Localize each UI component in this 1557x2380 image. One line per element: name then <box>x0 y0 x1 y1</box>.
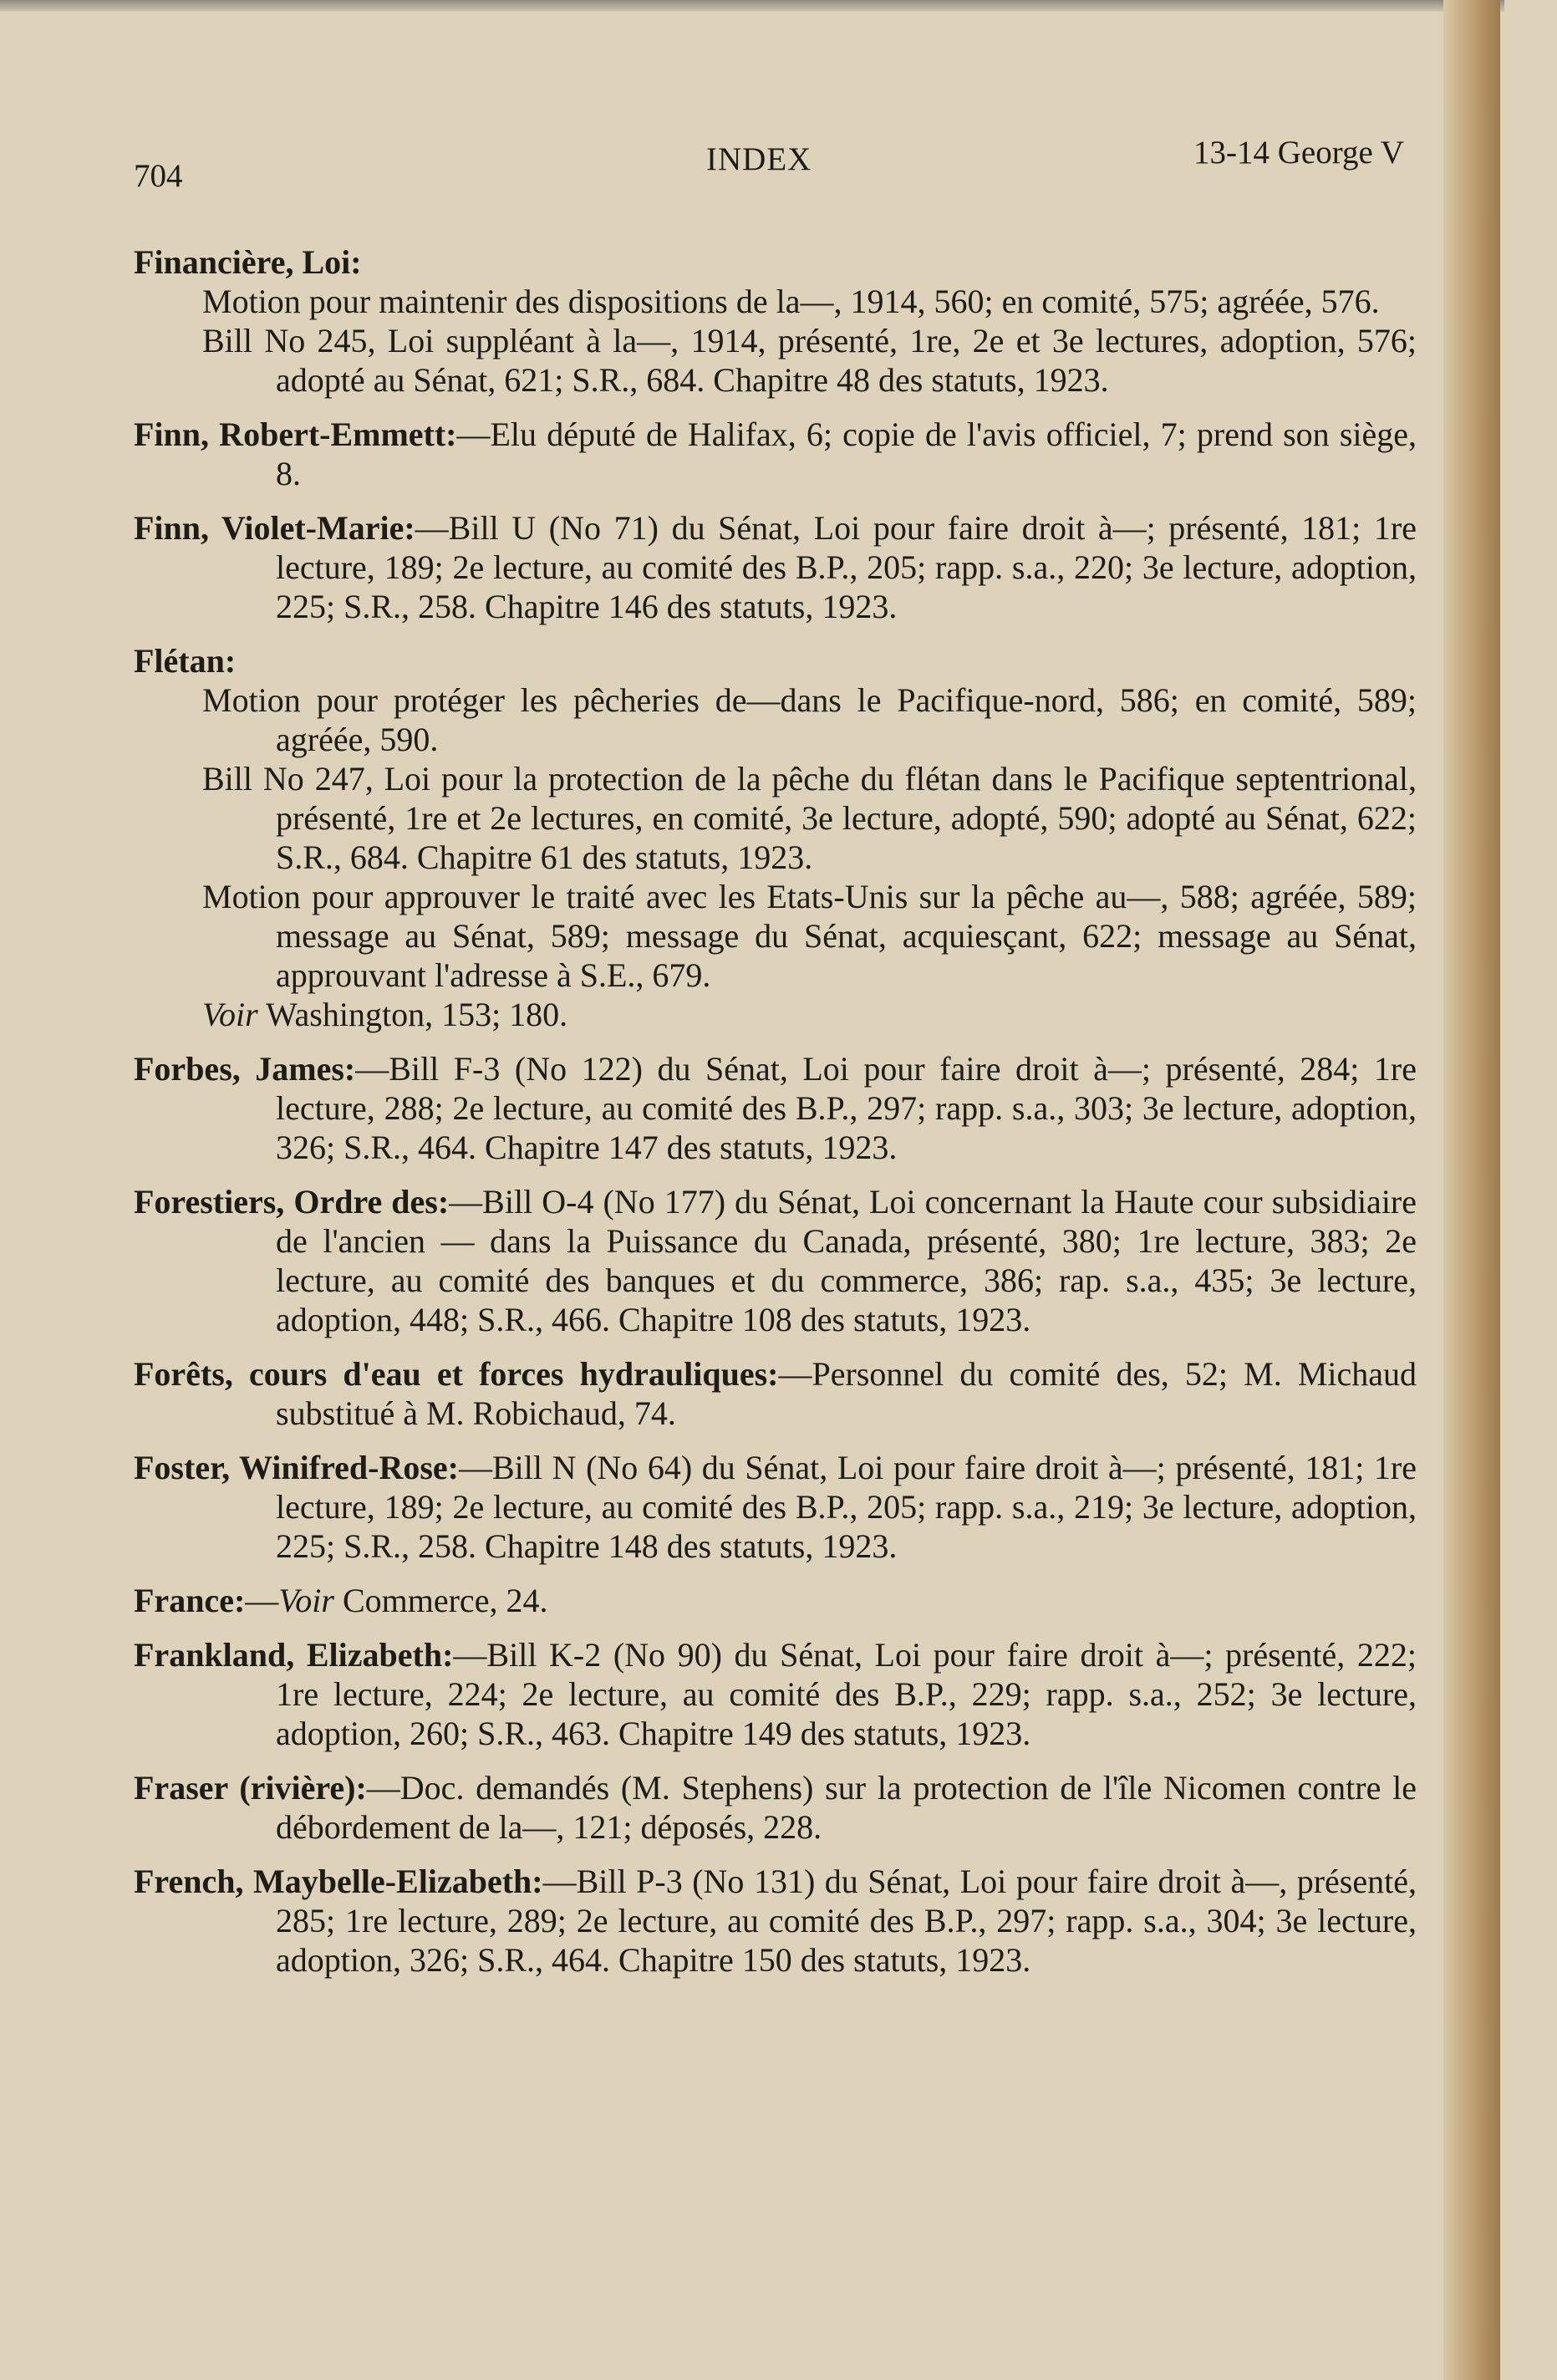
index-entry-fletan <box>134 641 1417 1034</box>
entry-heading: France: <box>134 1582 246 1619</box>
entry-subentry: Motion pour maintenir des dispositions de la—, 1914, 560; en comité, 575; agréée, 576. <box>202 283 1380 320</box>
index-entry-frankland <box>134 1635 1417 1753</box>
entry-text: —Bill O-4 (No 177) du Sénat, Loi concernant la Haute cour subsidiaire de l'ancien — dans la Puissance du Canada, présenté, 380; 1re lecture, 383; 2e lecture, au comité des banques et du commerce, 386; rap. s.a., 435; 3e lecture, adoption, 448; S.R., 466. Chapitre 108 des statuts, 1923. <box>276 1183 1417 1338</box>
entry-subentry: Motion pour protéger les pêcheries de—dans le Pacifique-nord, 586; en comité, 589; agréée, 590. <box>202 681 1417 758</box>
entry-heading: Fraser (rivière): <box>134 1769 367 1807</box>
entry-heading: Foster, Winifred-Rose: <box>134 1449 459 1486</box>
index-entry-finn-violet <box>134 508 1417 626</box>
voir-label: Voir <box>278 1582 334 1619</box>
index-entry-finn-robert <box>134 415 1417 493</box>
index-entry-foster <box>134 1448 1417 1566</box>
index-entry-financiere <box>134 242 1417 400</box>
entry-text: —Bill F-3 (No 122) du Sénat, Loi pour faire droit à—; présenté, 284; 1re lecture, 288; 2e lecture, au comité des B.P., 297; rapp. s.a., 303; 3e lecture, adoption, 326; S.R., 464. Chapitre 147 des statuts, 1923. <box>276 1050 1417 1166</box>
running-title: INDEX <box>706 141 812 177</box>
page-number: 704 <box>134 158 183 194</box>
index-entry-france <box>134 1581 1417 1620</box>
index-entry-forestiers <box>134 1182 1417 1339</box>
page-binding-edge <box>1443 0 1500 2380</box>
entry-text: —Bill N (No 64) du Sénat, Loi pour faire droit à—; présenté, 181; 1re lecture, 189; 2e lecture, au comité des B.P., 205; rapp. s.a., 219; 3e lecture, adoption, 225; S.R., 258. Chapitre 148 des statuts, 1923. <box>276 1449 1417 1565</box>
entry-heading: Frankland, Elizabeth: <box>134 1636 454 1674</box>
page-top-edge <box>0 0 1504 12</box>
entry-text: —Doc. demandés (M. Stephens) sur la protection de l'île Nicomen contre le débordement de la—, 121; déposés, 228. <box>276 1769 1417 1846</box>
index-entry-french <box>134 1862 1417 1980</box>
entry-heading: Forêts, cours d'eau et forces hydrauliques: <box>134 1355 779 1393</box>
entry-heading: Finn, Robert-Emmett: <box>134 415 457 453</box>
session-label: 13-14 George V <box>1193 135 1404 171</box>
entry-text: —Personnel du comité des, 52; M. Michaud substitué à M. Robichaud, 74. <box>276 1355 1417 1432</box>
page-header <box>134 134 1404 194</box>
entry-heading: Flétan: <box>134 642 237 680</box>
index-entry-forets <box>134 1354 1417 1433</box>
entry-heading: Financière, Loi: <box>134 243 362 281</box>
entry-heading: Finn, Violet-Marie: <box>134 509 415 547</box>
index-body <box>134 242 1417 1995</box>
voir-target: Washington, 153; 180. <box>257 996 568 1033</box>
index-entry-fraser <box>134 1768 1417 1847</box>
entry-heading: French, Maybelle-Elizabeth: <box>134 1863 543 1900</box>
entry-cross-reference <box>134 995 1417 1034</box>
entry-text: —Bill U (No 71) du Sénat, Loi pour faire droit à—; présenté, 181; 1re lecture, 189; 2e lecture, au comité des B.P., 205; rapp. s.a., 220; 3e lecture, adoption, 225; S.R., 258. Chapitre 146 des statuts, 1923. <box>276 509 1417 625</box>
entry-heading: Forbes, James: <box>134 1050 356 1088</box>
entry-subentry: Bill No 245, Loi suppléant à la—, 1914, présenté, 1re, 2e et 3e lectures, adoption, 576; adopté au Sénat, 621; S.R., 684. Chapitre 48 des statuts, 1923. <box>202 322 1417 399</box>
voir-prefix: — <box>245 1582 279 1619</box>
entry-subentry: Motion pour approuver le traité avec les Etats-Unis sur la pêche au—, 588; agréée, 589; message au Sénat, 589; message du Sénat, acquiesçant, 622; message au Sénat, approuvant l'adresse à S.E., 679. <box>202 878 1417 994</box>
voir-label: Voir <box>202 996 258 1033</box>
entry-subentry: Bill No 247, Loi pour la protection de la pêche du flétan dans le Pacifique septentrional, présenté, 1re et 2e lectures, en comité, 3e lecture, adopté, 590; adopté au Sénat, 622; S.R., 684. Chapitre 61 des statuts, 1923. <box>202 760 1417 876</box>
entry-heading: Forestiers, Ordre des: <box>134 1183 450 1221</box>
index-entry-forbes <box>134 1049 1417 1167</box>
entry-text: —Bill K-2 (No 90) du Sénat, Loi pour faire droit à—; présenté, 222; 1re lecture, 224; 2e lecture, au comité des B.P., 229; rapp. s.a., 252; 3e lecture, adoption, 260; S.R., 463. Chapitre 149 des statuts, 1923. <box>276 1636 1417 1752</box>
voir-target: Commerce, 24. <box>333 1582 548 1619</box>
entry-text: —Elu député de Halifax, 6; copie de l'avis officiel, 7; prend son siège, 8. <box>276 415 1417 492</box>
entry-text: —Bill P-3 (No 131) du Sénat, Loi pour faire droit à—, présenté, 285; 1re lecture, 289; 2e lecture, au comité des B.P., 297; rapp. s.a., 304; 3e lecture, adoption, 326; S.R., 464. Chapitre 150 des statuts, 1923. <box>276 1863 1417 1979</box>
